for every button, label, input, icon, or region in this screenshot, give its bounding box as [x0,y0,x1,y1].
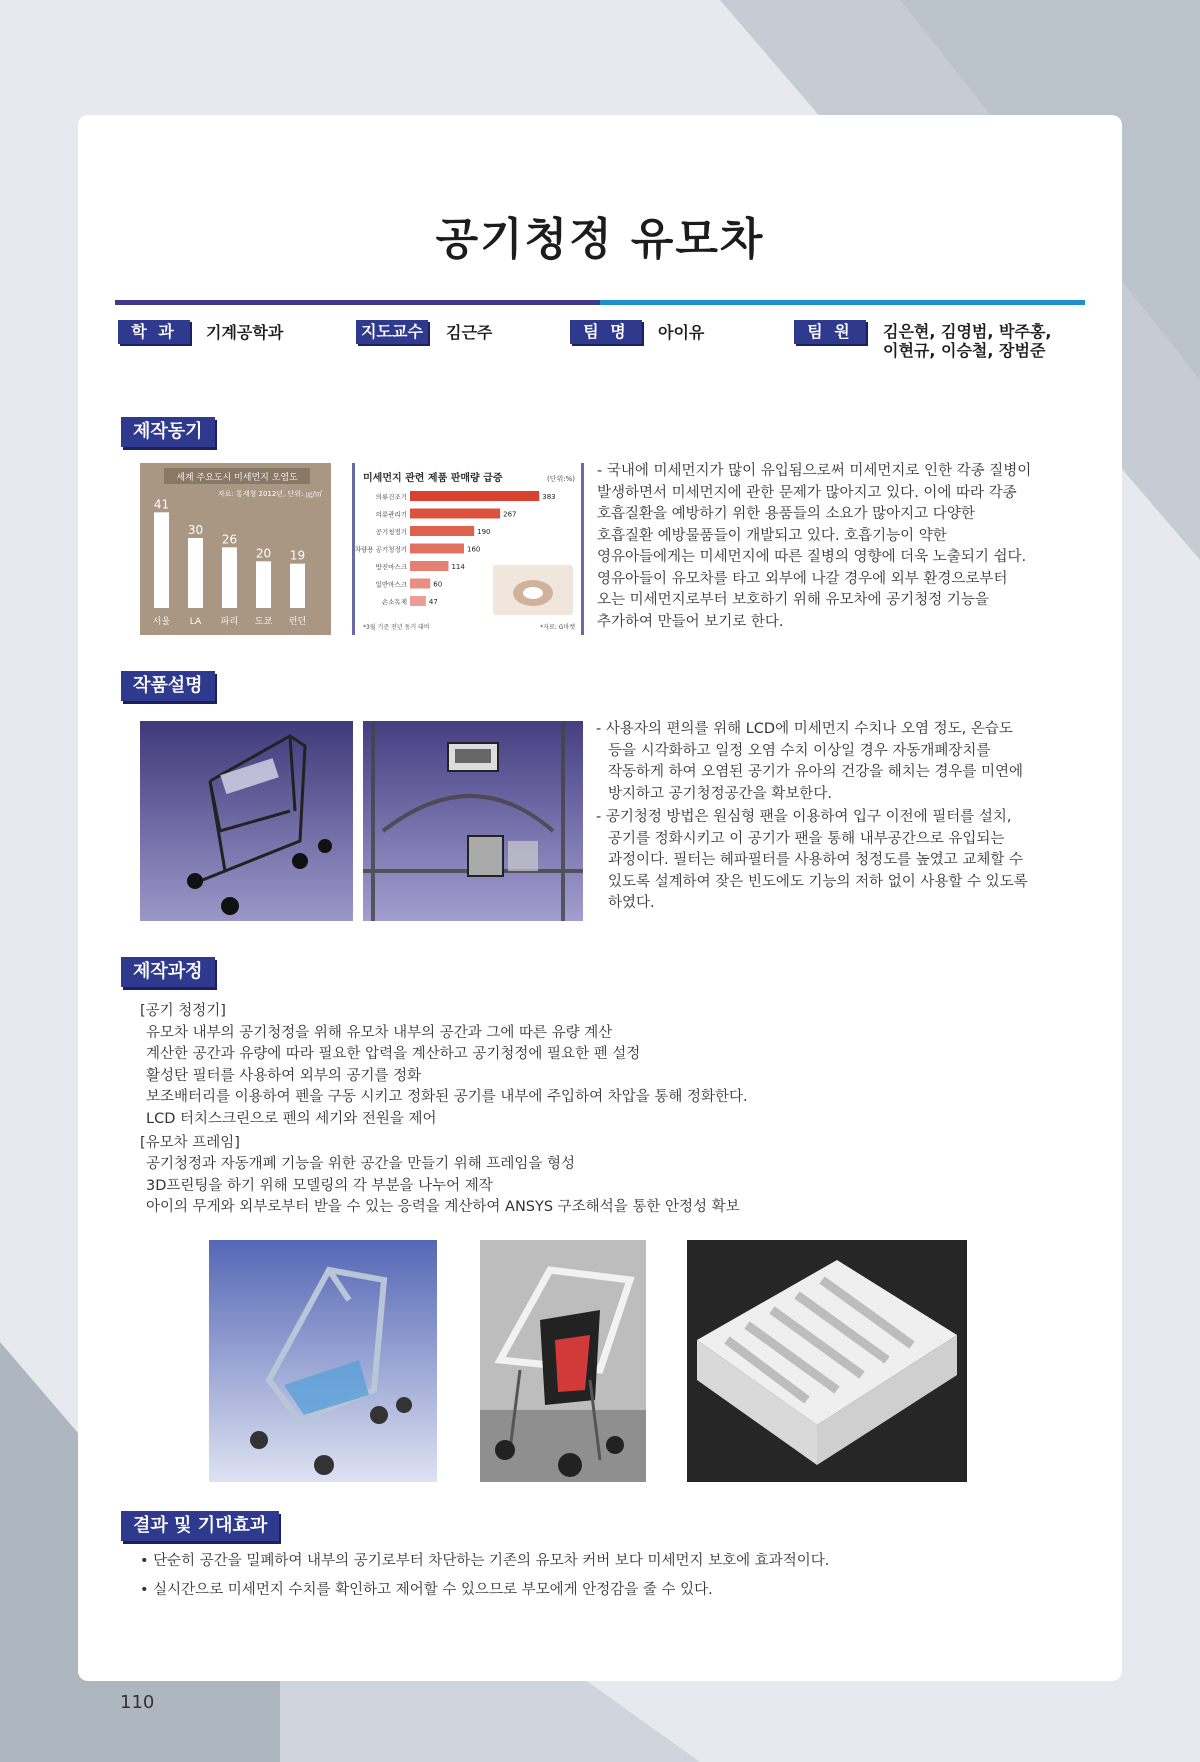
members-label: 팀 원 [794,320,866,344]
process-air-line: LCD 터치스크린으로 펜의 세기와 전원을 제어 [146,1110,437,1127]
chart2-bar [410,526,474,536]
team-label: 팀 명 [570,320,642,344]
ansys-analysis-image [209,1240,437,1482]
chart1-value-label: 41 [153,497,170,512]
description-line: 공기를 정화시키고 이 공기가 팬을 통해 내부공간으로 유입되는 [608,830,1005,847]
chart-product-sales-svg [355,463,581,635]
chart2-category-label: 차량용 공기청정기 [355,545,407,554]
chart2-category-label: 공기청정기 [375,528,407,536]
chart1-bar [188,538,203,608]
chart2-category-label: 방진마스크 [375,563,407,571]
process-frame-line: 3D프린팅을 하기 위해 모델링의 각 부분을 나누어 제작 [146,1177,493,1194]
chart-city-pollution-svg [140,463,331,635]
process-frame-line: 공기청정과 자동개폐 기능을 위한 공간을 만들기 위해 프레임을 형성 [146,1156,576,1173]
process-air-line: 활성탄 필터를 사용하여 외부의 공기를 정화 [146,1067,422,1084]
chart2-bar [410,544,464,554]
description-line: 방지하고 공기청정공간을 확보한다. [608,785,832,802]
section-process: 제작과정 [121,957,215,987]
chart2-footnote: *3월 기준 전년 동기 대비 [363,624,430,631]
members-value [883,322,1051,360]
chart1-bar [154,512,169,608]
description-item [596,719,1120,805]
chart2-category-label: 의류관리기 [375,510,407,519]
chart2-bar [410,561,448,571]
chart2-unit: (단위:%) [547,475,575,483]
process-air-line: 보조배터리를 이용하여 펜을 구동 시키고 정화된 공기를 내부에 주입하여 차압을 통해 정화한다. [146,1089,748,1106]
process-air-line: 계산한 공간과 유량에 따라 필요한 압력을 계산하고 공기청정에 필요한 펜 설정 [146,1046,641,1063]
chart1-value-label: 19 [289,548,306,563]
motivation-line: 호흡질환을 예방하기 위한 용품들의 소요가 많아지고 다양한 [597,506,975,522]
motivation-line: - 국내에 미세먼지가 많이 유입됨으로써 미세먼지로 인한 각종 질병이 [597,463,1032,479]
chart1-title: 세계 주요도시 미세먼지 오염도 [176,473,298,483]
chart2-category-label: 일반마스크 [375,580,407,589]
chart-product-sales [352,463,584,635]
dept-label: 학 과 [118,320,190,344]
chart2-value-label: 383 [542,493,556,501]
process-air-line: 유모차 내부의 공기청정을 위해 유모차 내부의 공간과 그에 따른 유량 계산 [146,1024,613,1041]
section-result: 결과 및 기대효과 [121,1511,279,1541]
chart1-value-label: 26 [221,532,238,547]
chart2-source: *자료: G마켓 [540,624,575,631]
process-text [140,1001,748,1219]
filter-cover-photo [687,1240,967,1482]
result-item: • 단순히 공간을 밀폐하여 내부의 공기로부터 차단하는 기존의 유모차 커버 보다 미세먼지 보호에 효과적이다. [140,1553,830,1569]
section-description: 작품설명 [121,671,215,701]
chart2-bar [410,596,426,606]
process-air-heading: [공기 청정기] [140,1003,226,1019]
cad-stroller-image [140,721,353,921]
chart1-category-label: 런던 [288,617,307,627]
members-line-1: 김은현, 김영범, 박주홍, [883,322,1052,341]
chart1-category-label: LA [189,617,202,627]
description-text [596,719,1120,917]
description-line: 작동하게 하여 오염된 공기가 유아의 건강을 해치는 경우를 미연에 [608,764,1024,780]
chart2-value-label: 114 [451,563,465,571]
chart2-bar [410,491,539,501]
description-line: - 사용자의 편의를 위해 LCD에 미세먼지 수치나 오염 정도, 온습도 [596,721,1013,737]
description-line: 과정이다. 필터는 헤파필터를 사용하여 청정도를 높였고 교체할 수 [608,852,1024,868]
cad-interior-image [363,721,583,921]
motivation-line: 영유아들이 유모차를 타고 외부에 나갈 경우에 외부 환경으로부터 [597,570,1008,587]
motivation-line: 오는 미세먼지로부터 보호하기 위해 유모차에 공기청정 기능을 [597,592,989,608]
chart1-bar [222,547,237,608]
description-line: 있도록 설계하여 잦은 빈도에도 기능의 저하 없이 사용할 수 있도록 [608,873,1028,890]
description-line: - 공기청정 방법은 원심형 팬을 이용하여 입구 이전에 필터를 설치, [596,809,1012,825]
motivation-line: 영유아들에게는 미세먼지에 따른 질병의 영향에 더욱 노출되기 쉽다. [597,549,1027,565]
process-frame-line: 아이의 무게와 외부로부터 받을 수 있는 응력을 계산하여 ANSYS 구조해석을 통한 안정성 확보 [146,1199,740,1216]
chart2-value-label: 190 [477,528,491,536]
dept-value: 기계공학과 [206,323,284,342]
chart1-bar [290,564,305,608]
page-title: 공기청정 유모차 [435,214,765,265]
result-list [140,1547,829,1605]
chart2-category-label: 손소독제 [381,598,407,606]
stroller-photo [480,1240,646,1482]
description-item [596,807,1120,915]
advisor-value: 김근주 [446,323,493,342]
description-line: 등을 시각화하고 일정 오염 수치 이상일 경우 자동개폐장치를 [608,742,991,759]
team-value: 아이유 [658,323,705,342]
description-line: 하였다. [608,895,655,911]
chart2-value-label: 47 [428,598,438,606]
advisor-label: 지도교수 [356,320,428,344]
members-line-2: 이현규, 이승철, 장범준 [883,341,1046,360]
motivation-line: 추가하여 만들어 보기로 한다. [597,613,784,630]
washer-icon [493,565,573,615]
chart2-bar [410,509,500,519]
chart2-title: 미세먼지 관련 제품 판매량 급증 [363,473,503,484]
motivation-line: 발생하면서 미세먼지에 관한 문제가 많아지고 있다. 이에 따라 각종 [597,484,1017,501]
page-number: 110 [120,1692,155,1713]
section-motivation: 제작동기 [121,417,215,447]
motivation-text [597,461,1117,633]
chart2-bar [410,579,430,589]
chart1-value-label: 20 [255,546,272,561]
chart1-value-label: 30 [187,523,204,537]
chart1-category-label: 파리 [220,617,239,627]
chart2-category-label: 의류건조기 [375,493,407,501]
motivation-line: 호흡질환 예방물품들이 개발되고 있다. 호흡기능이 약한 [597,527,947,544]
chart2-value-label: 60 [433,580,443,589]
chart1-bar [256,561,271,608]
chart2-value-label: 160 [467,545,481,554]
chart1-subtitle: 자료: 통계청 2012년, 단위: ㎍/㎥ [217,490,322,498]
result-item: • 실시간으로 미세먼지 수치를 확인하고 제어할 수 있으므로 부모에게 안정감을 줄 수 있다. [140,1582,713,1598]
title-divider [115,300,1085,305]
process-frame-heading: [유모차 프레임] [140,1134,240,1151]
chart1-category-label: 서울 [152,617,171,627]
chart2-value-label: 267 [503,510,517,519]
chart1-category-label: 도쿄 [254,617,273,627]
chart-city-pollution [140,463,331,635]
